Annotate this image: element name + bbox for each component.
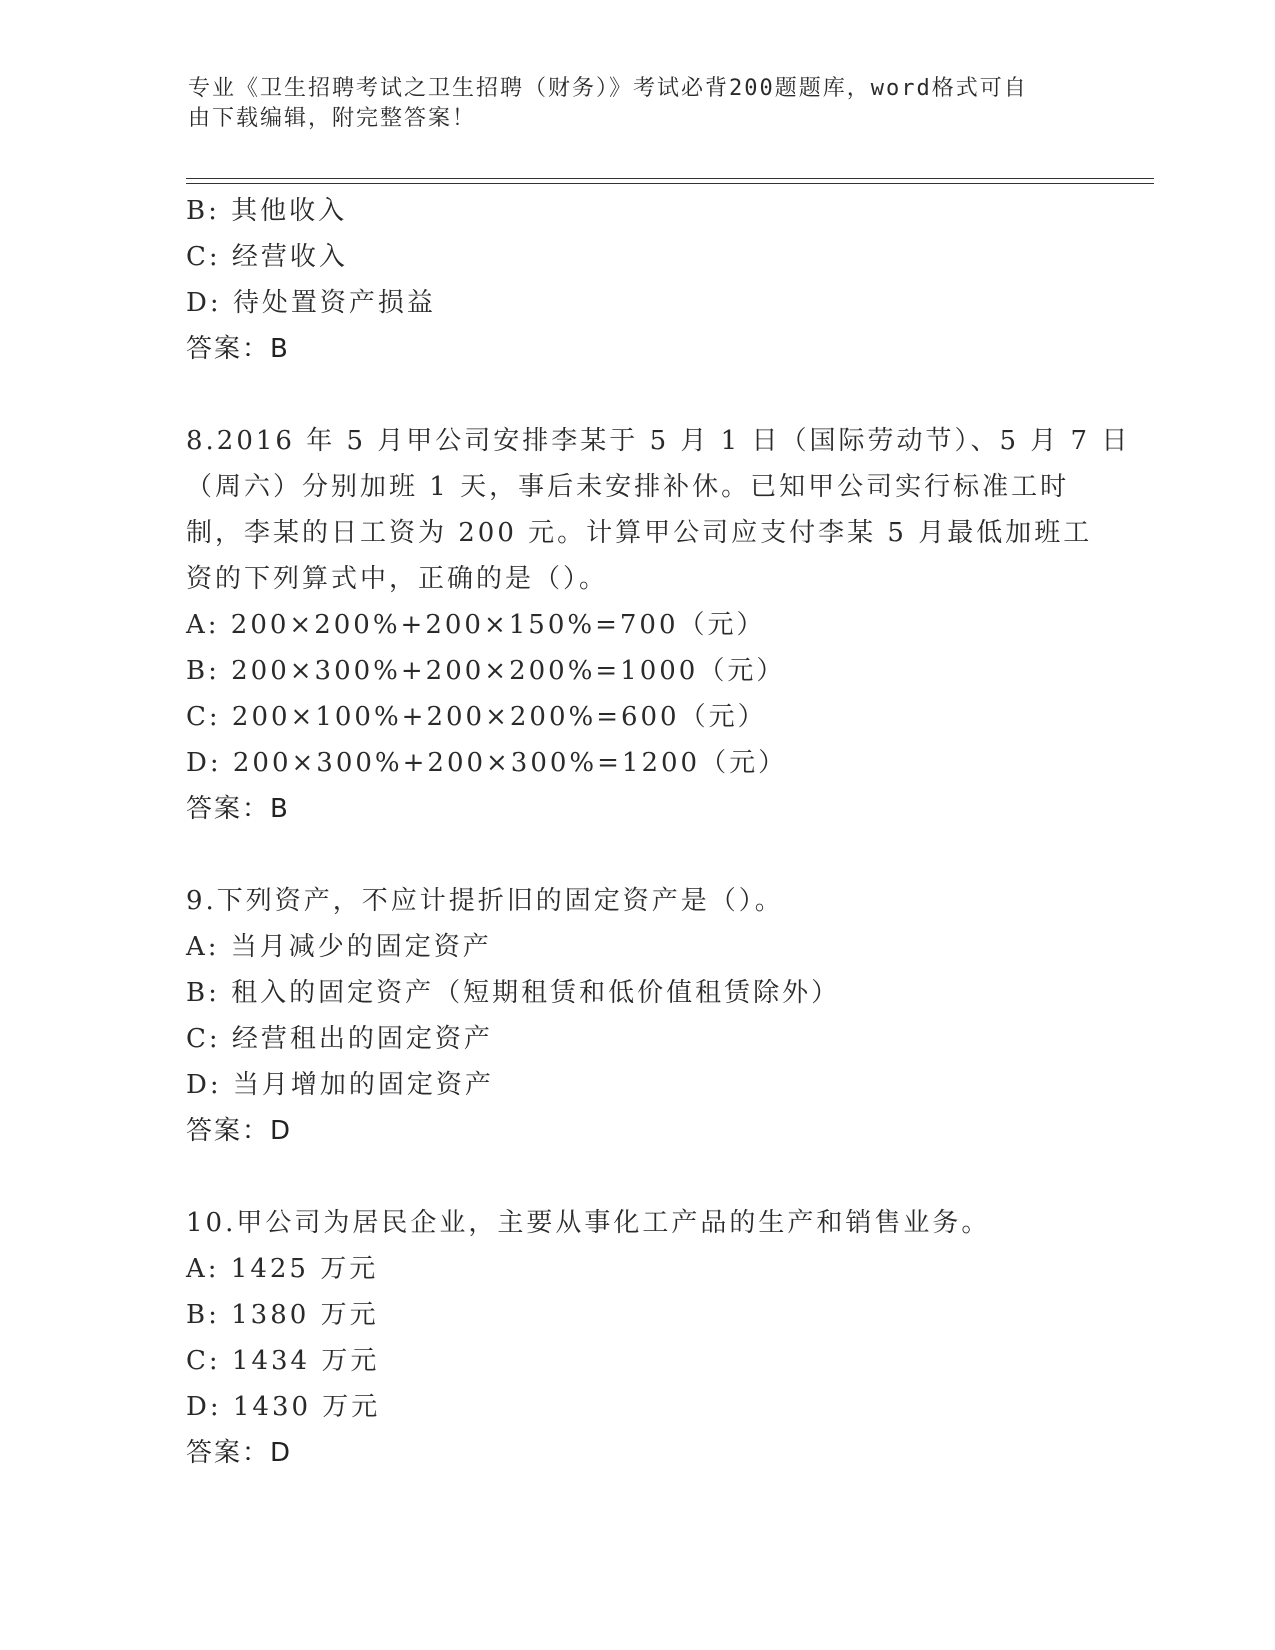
- q10-option-a: A: 1425 万元: [186, 1254, 379, 1284]
- q8-option-a: A: 200×200%+200×150%=700（元）: [186, 610, 766, 640]
- q8-option-b: B: 200×300%+200×200%=1000（元）: [186, 656, 786, 686]
- q7-answer: 答案：B: [186, 334, 290, 364]
- spacer: [186, 832, 1086, 878]
- q9-answer: 答案：D: [186, 1116, 293, 1146]
- question-7: [186, 188, 1086, 372]
- q8-stem-line: 资的下列算式中，正确的是（）。: [186, 564, 609, 594]
- q8-stem-line: 8.2016 年 5 月甲公司安排李某于 5 月 1 日（国际劳动节）、5 月 7 日: [186, 426, 1131, 456]
- question-8: [186, 418, 1131, 832]
- q9-option-b: B: 租入的固定资产（短期租赁和低价值租赁除外）: [186, 978, 841, 1008]
- q8-answer: 答案：B: [186, 794, 290, 824]
- q7-option-d: D: 待处置资产损益: [186, 288, 436, 318]
- q8-option-c: C: 200×100%+200×200%=600（元）: [186, 702, 767, 732]
- q7-option-b: B: 其他收入: [186, 196, 348, 226]
- q10-answer: 答案：D: [186, 1438, 293, 1468]
- spacer: [186, 372, 1086, 418]
- q9-option-d: D: 当月增加的固定资产: [186, 1070, 494, 1100]
- question-10: [186, 1200, 1086, 1476]
- document-header: [188, 74, 1068, 134]
- header-divider-top: [186, 178, 1154, 179]
- q10-option-c: C: 1434 万元: [186, 1346, 380, 1376]
- question-content: [186, 188, 1131, 1476]
- spacer: [186, 1154, 1086, 1200]
- q9-option-a: A: 当月减少的固定资产: [186, 932, 492, 962]
- q8-option-d: D: 200×300%+200×300%=1200（元）: [186, 748, 788, 778]
- header-line-2: 由下载编辑，附完整答案！: [188, 106, 477, 131]
- q10-option-d: D: 1430 万元: [186, 1392, 381, 1422]
- header-line-1: 专业《卫生招聘考试之卫生招聘（财务）》考试必背200题题库，word格式可自: [188, 76, 1028, 101]
- header-divider-bottom: [186, 183, 1154, 184]
- question-9: [186, 878, 1086, 1154]
- q10-option-b: B: 1380 万元: [186, 1300, 379, 1330]
- q9-stem: 9.下列资产，不应计提折旧的固定资产是（）。: [186, 886, 784, 916]
- q10-stem: 10.甲公司为居民企业，主要从事化工产品的生产和销售业务。: [186, 1208, 991, 1238]
- q9-option-c: C: 经营租出的固定资产: [186, 1024, 493, 1054]
- q7-option-c: C: 经营收入: [186, 242, 348, 272]
- q8-stem-line: 制，李某的日工资为 200 元。计算甲公司应支付李某 5 月最低加班工: [186, 518, 1093, 548]
- q8-stem-line: （周六）分别加班 1 天，事后未安排补休。已知甲公司实行标准工时: [186, 472, 1070, 502]
